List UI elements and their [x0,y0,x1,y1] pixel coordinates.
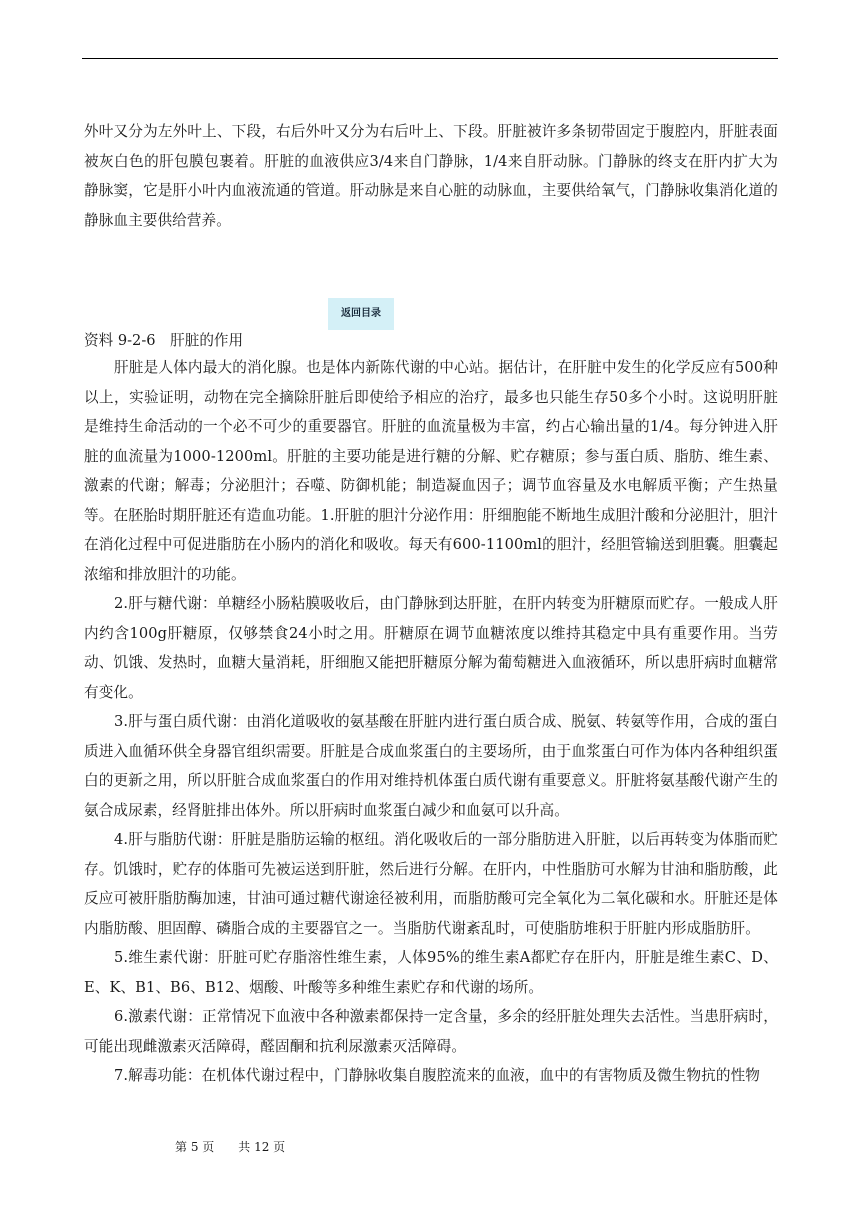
paragraph-fat: 4.肝与脂肪代谢：肝脏是脂肪运输的枢纽。消化吸收后的一部分脂肪进入肝脏，以后再转变为体脂而贮存。饥饿时，贮存的体脂可先被运送到肝脏，然后进行分解。在肝内，中性脂肪可水解为甘油和脂肪酸，此反应可被肝脂肪酶加速，甘油可通过糖代谢途径被利用，而脂肪酸可完全氧化为二氧化碳和水。肝脏还是体内脂肪酸、胆固醇、磷脂合成的主要器官之一。当脂肪代谢紊乱时，可使脂肪堆积于肝脏内形成脂肪肝。 [84,831,778,937]
paragraph-hormone: 6.激素代谢：正常情况下血液中各种激素都保持一定含量，多余的经肝脏处理失去活性。当患肝病时，可能出现雌激素灭活障碍，醛固酮和抗利尿激素灭活障碍。 [84,1008,778,1055]
paragraph-intro: 肝脏是人体内最大的消化腺。也是体内新陈代谢的中心站。据估计，在肝脏中发生的化学反应有500种以上，实验证明，动物在完全摘除肝脏后即使给予相应的治疗，最多也只能生存50多个小时。这说明肝脏是维持生命活动的一个必不可少的重要器官。肝脏的血流量极为丰富，约占心输出量的1/4。每分钟进入肝脏的血流量为1000-1200ml。肝脏的主要功能是进行糖的分解、贮存糖原；参与蛋白质、脂肪、维生素、激素的代谢；解毒；分泌胆汁；吞噬、防御机能；制造凝血因子；调节血容量及水电解质平衡；产生热量等。在胚胎时期肝脏还有造血功能。1.肝脏的胆汁分泌作用：肝细胞能不断地生成胆汁酸和分泌胆汁，胆汁在消化过程中可促进脂肪在小肠内的消化和吸收。每天有600-1100ml的胆汁，经胆管输送到胆囊。胆囊起浓缩和排放胆汁的功能。 [84,359,778,583]
header-rule [82,58,778,59]
section-body [84,353,778,1091]
back-to-contents-button[interactable]: 返回目录 [328,298,394,330]
section-heading: 资料 9-2-6 肝脏的作用 [84,332,244,349]
paragraph-continued: 外叶又分为左外叶上、下段，右后外叶又分为右后叶上、下段。肝脏被许多条韧带固定于腹腔内，肝脏表面被灰白色的肝包膜包裹着。肝脏的血液供应3/4来自门静脉，1/4来自肝动脉。门静脉的终支在肝内扩大为静脉窦，它是肝小叶内血液流通的管道。肝动脉是来自心脏的动脉血，主要供给氧气，门静脉收集消化道的静脉血主要供给营养。 [84,123,778,229]
paragraph-protein: 3.肝与蛋白质代谢：由消化道吸收的氨基酸在肝脏内进行蛋白质合成、脱氨、转氨等作用，合成的蛋白质进入血循环供全身器官组织需要。肝脏是合成血浆蛋白的主要场所，由于血浆蛋白可作为体内各种组织蛋白的更新之用，所以肝脏合成血浆蛋白的作用对维持机体蛋白质代谢有重要意义。肝脏将氨基酸代谢产生的氨合成尿素，经肾脏排出体外。所以肝病时血浆蛋白减少和血氨可以升高。 [84,713,778,819]
paragraph-detox: 7.解毒功能：在机体代谢过程中，门静脉收集自腹腔流来的血液，血中的有害物质及微生物抗的性物 [114,1067,760,1084]
paragraph-vitamin: 5.维生素代谢：肝脏可贮存脂溶性维生素，人体95%的维生素A都贮存在肝内，肝脏是维生素C、D、E、K、B1、B6、B12、烟酸、叶酸等多种维生素贮存和代谢的场所。 [84,949,778,996]
paragraph-glucose: 2.肝与糖代谢：单糖经小肠粘膜吸收后，由门静脉到达肝脏，在肝内转变为肝糖原而贮存。一般成人肝内约含100g肝糖原，仅够禁食24小时之用。肝糖原在调节血糖浓度以维持其稳定中具有重要作用。当劳动、饥饿、发热时，血糖大量消耗，肝细胞又能把肝糖原分解为葡萄糖进入血液循环，所以患肝病时血糖常有变化。 [84,595,778,701]
page-footer: 第 5 页 共 12 页 [175,1140,286,1154]
